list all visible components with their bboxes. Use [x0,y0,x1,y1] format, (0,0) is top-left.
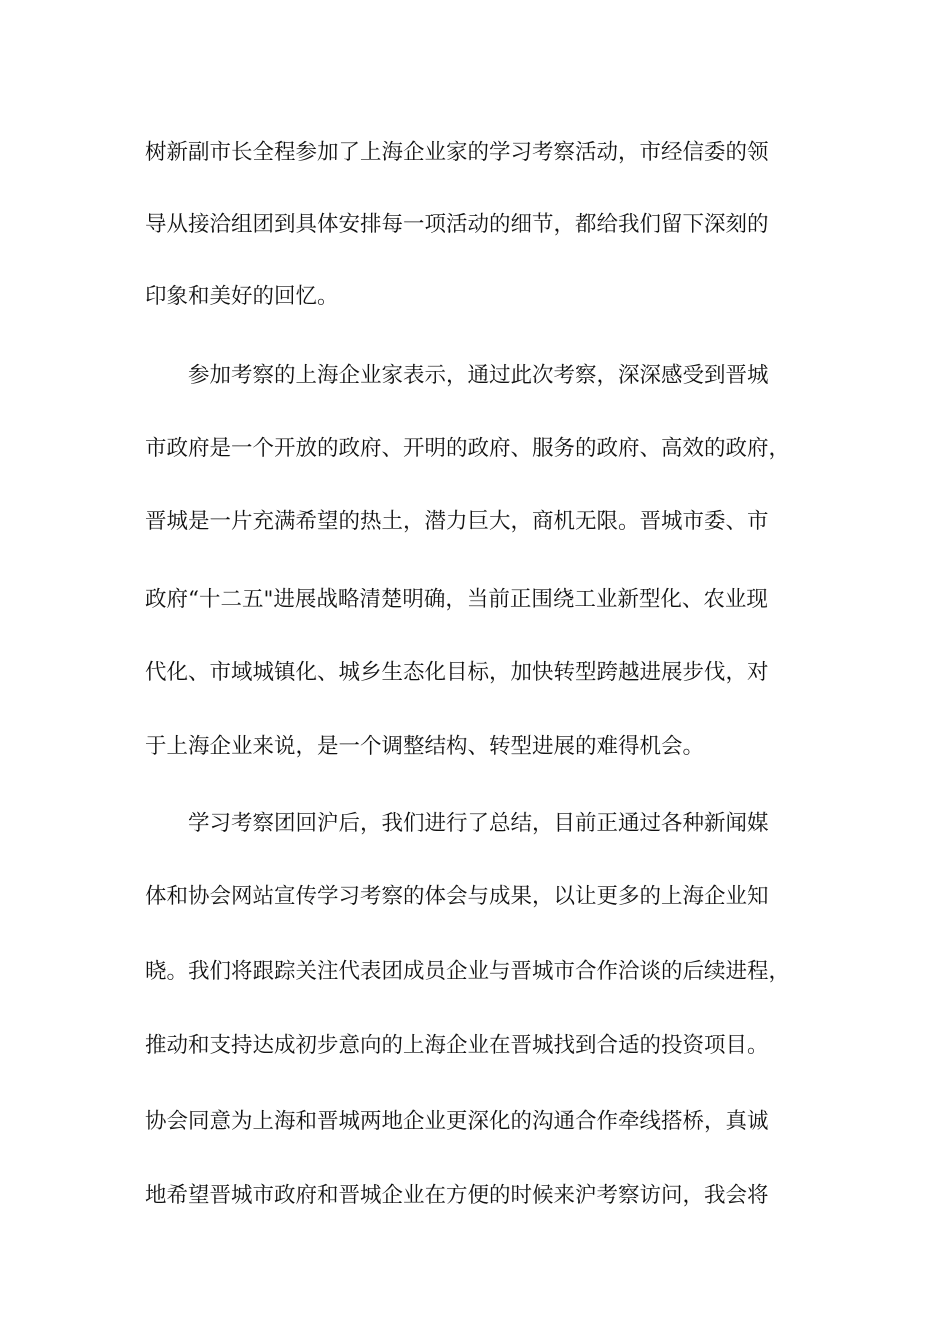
text-line-9: 于上海企业来说，是一个调整结构、转型进展的难得机会。 [145,734,705,759]
text-line-6: 晋城是一片充满希望的热土，潜力巨大，商机无限。晋城市委、市 [145,509,769,534]
paragraph-2-line-1: 参加考察的上海企业家表示，通过此次考察，深深感受到晋城 [188,363,769,388]
text-line-8: 代化、市域城镇化、城乡生态化目标，加快转型跨越进展步伐，对 [145,660,769,685]
text-line-15: 地希望晋城市政府和晋城企业在方便的时候来沪考察访问，我会将 [145,1183,769,1208]
paragraph-3-line-1: 学习考察团回沪后，我们进行了总结，目前正通过各种新闻媒 [188,811,769,836]
text-line-1: 树新副市长全程参加了上海企业家的学习考察活动，市经信委的领 [145,140,769,165]
text-line-3: 印象和美好的回忆。 [145,284,339,309]
text-line-7: 政府“十二五"进展战略清楚明确，当前正围绕工业新型化、农业现 [145,587,768,612]
text-line-13: 推动和支持达成初步意向的上海企业在晋城找到合适的投资项目。 [145,1033,769,1058]
text-line-11: 体和协会网站宣传学习考察的体会与成果，以让更多的上海企业知 [145,884,769,909]
text-line-12: 晓。我们将跟踪关注代表团成员企业与晋城市合作洽谈的后续进程， [145,959,791,984]
text-line-5: 市政府是一个开放的政府、开明的政府、服务的政府、高效的政府， [145,436,791,461]
text-line-14: 协会同意为上海和晋城两地企业更深化的沟通合作牵线搭桥，真诚 [145,1109,769,1134]
text-line-2: 导从接洽组团到具体安排每一项活动的细节，都给我们留下深刻的 [145,212,769,237]
